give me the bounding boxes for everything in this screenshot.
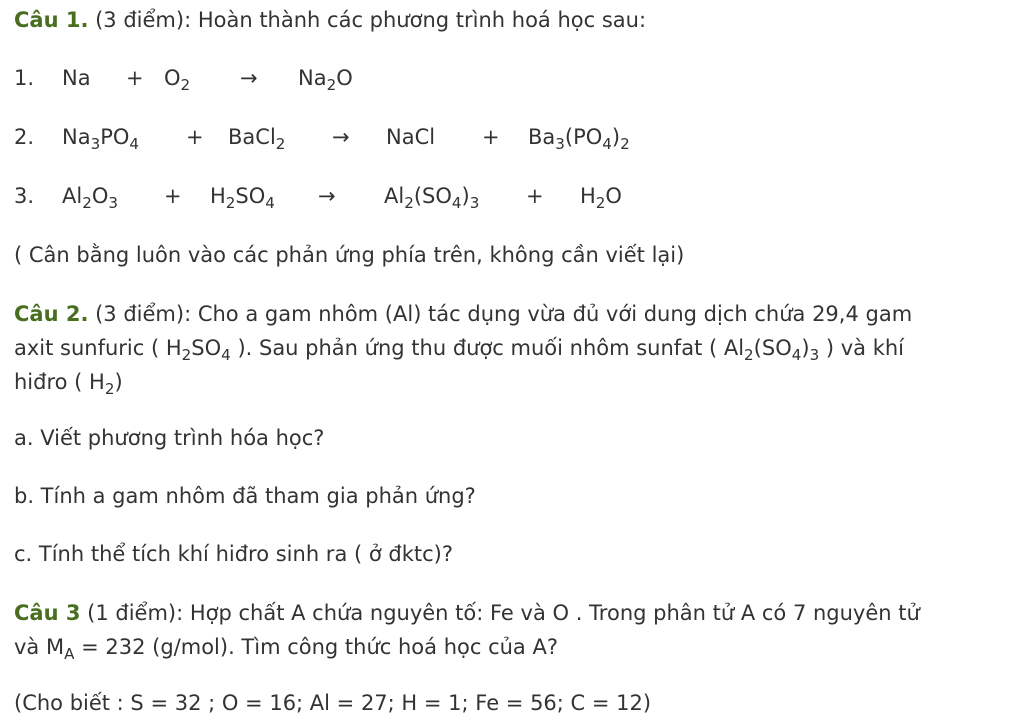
q2-part-c: c. Tính thể tích khí hiđro sinh ra ( ở đktc)?: [14, 542, 453, 566]
q2-line-1: [14, 300, 912, 328]
q2-text: (3 điểm): Cho a gam nhôm (Al) tác dụng vừa đủ với dung dịch chứa 29,4 gam: [88, 302, 913, 326]
eq2-term: $Na_3PO_4$: [62, 125, 140, 153]
eq1-number: 1.: [14, 66, 35, 90]
q3-line-2: và $M_A = 232$ (g/mol). Tìm công thức hoá học của A?: [14, 635, 558, 663]
eq3-term: $H_2O$: [580, 184, 622, 212]
eq3-number: 3.: [14, 184, 35, 208]
q2-line-2: axit sunfuric ( $H_2SO_4$ ). Sau phản ứng thu được muối nhôm sunfat ( $Al_2(SO_4)_3$ ) và khí: [14, 336, 905, 364]
q2-line-3: hiđro ( $H_2$): [14, 370, 123, 398]
eq3-term: $H_2SO_4$: [210, 184, 275, 212]
eq3-term: $Al_2O_3$: [62, 184, 118, 212]
eq2-arrow: →: [332, 125, 350, 149]
eq3-plus: +: [164, 184, 182, 208]
eq2-plus: +: [482, 125, 500, 149]
eq1-term: $Na_2O$: [298, 66, 353, 94]
q3-line-1: [14, 599, 920, 627]
eq2-number: 2.: [14, 125, 35, 149]
q1-note: ( Cân bằng luôn vào các phản ứng phía trên, không cần viết lại): [14, 243, 685, 267]
eq1-term: Na: [62, 66, 91, 90]
eq3-plus: +: [526, 184, 544, 208]
eq2-plus: +: [186, 125, 204, 149]
eq2-term: NaCl: [386, 125, 436, 149]
q1-intro: (3 điểm): Hoàn thành các phương trình hoá học sau:: [88, 8, 647, 32]
q1-label: Câu 1.: [14, 8, 89, 32]
eq2-term: BaCl$_2$: [228, 125, 286, 153]
eq1-plus: +: [126, 66, 144, 90]
eq3-term: $Al_2(SO_4)_3$: [384, 184, 480, 212]
eq1-term: $O_2$: [164, 66, 191, 94]
q2-label: Câu 2.: [14, 302, 89, 326]
q3-label: Câu 3: [14, 601, 81, 625]
q3-text: (1 điểm): Hợp chất A chứa nguyên tố: Fe và O . Trong phân tử A có 7 nguyên tử: [80, 601, 920, 625]
given-values: (Cho biết : S = 32 ; O = 16; Al = 27; H = 1; Fe = 56; C = 12): [14, 691, 652, 715]
q1-heading: [14, 6, 646, 34]
eq1-arrow: →: [240, 66, 258, 90]
q2-part-a: a. Viết phương trình hóa học?: [14, 426, 325, 450]
eq3-arrow: →: [318, 184, 336, 208]
q2-part-b: b. Tính a gam nhôm đã tham gia phản ứng?: [14, 484, 476, 508]
eq2-term: $Ba_3(PO_4)_2$: [528, 125, 630, 153]
